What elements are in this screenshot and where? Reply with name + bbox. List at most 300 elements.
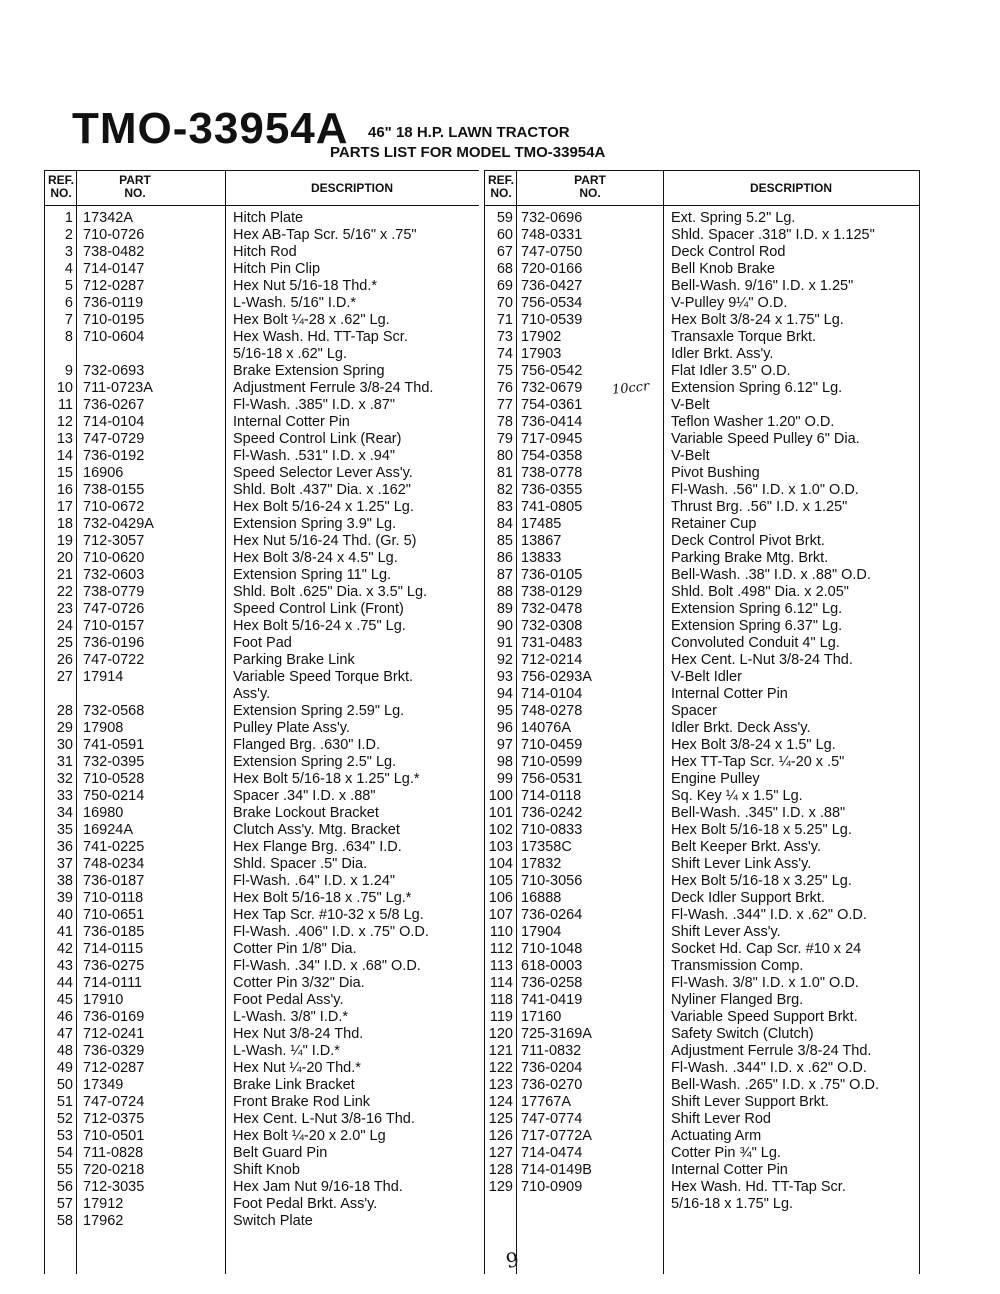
part-number: 736-0204 — [521, 1060, 583, 1076]
part-description: V-Pulley 9¼" O.D. — [671, 295, 788, 311]
ref-number: 77 — [496, 397, 513, 413]
table-row — [45, 686, 479, 703]
table-row — [485, 1179, 919, 1196]
part-number: 747-0750 — [521, 244, 583, 260]
ref-number: 41 — [56, 924, 73, 940]
table-header — [45, 171, 479, 206]
part-number: 710-0651 — [83, 907, 145, 923]
part-description: L-Wash. ¼" I.D.* — [233, 1043, 340, 1059]
part-number: 710-0599 — [521, 754, 583, 770]
table-row — [45, 1213, 479, 1230]
ref-number: 80 — [496, 448, 513, 464]
part-description: Shift Lever Support Brkt. — [671, 1094, 829, 1110]
table-row — [485, 584, 919, 601]
part-number: 17358C — [521, 839, 572, 855]
part-number: 738-0482 — [83, 244, 145, 260]
part-number: 710-0118 — [83, 890, 144, 906]
table-row — [485, 1009, 919, 1026]
table-row — [485, 669, 919, 686]
part-description: Switch Plate — [233, 1213, 313, 1229]
part-description: Shift Lever Rod — [671, 1111, 771, 1127]
ref-number: 76 — [496, 380, 513, 396]
ref-number: 83 — [496, 499, 513, 515]
page-title: PARTS LIST FOR MODEL TMO-33954A — [330, 144, 606, 161]
part-description: Hex Wash. Hd. TT-Tap Scr. — [233, 329, 408, 345]
part-number: 710-0459 — [521, 737, 583, 753]
part-description: Sq. Key ¼ x 1.5" Lg. — [671, 788, 803, 804]
ref-number: 28 — [56, 703, 73, 719]
part-description: Hex Nut 5/16-24 Thd. (Gr. 5) — [233, 533, 417, 549]
ref-number: 85 — [496, 533, 513, 549]
ref-number: 5 — [64, 278, 73, 294]
table-row — [45, 499, 479, 516]
part-description: Foot Pedal Brkt. Ass'y. — [233, 1196, 378, 1212]
part-description: Pivot Bushing — [671, 465, 760, 481]
part-number: 756-0293A — [521, 669, 592, 685]
part-number: 756-0531 — [521, 771, 583, 787]
part-description: 5/16-18 x 1.75" Lg. — [671, 1196, 794, 1212]
part-header-line1: PART — [119, 173, 151, 187]
part-description: Extension Spring 6.12" Lg. — [671, 380, 843, 396]
part-number: 736-0187 — [83, 873, 145, 889]
ref-number: 14 — [56, 448, 73, 464]
table-row — [45, 618, 479, 635]
description-header: DESCRIPTION — [749, 181, 832, 195]
table-row — [485, 261, 919, 278]
part-number: 747-0726 — [83, 601, 145, 617]
part-number: 747-0722 — [83, 652, 145, 668]
table-row — [485, 1060, 919, 1077]
part-description: Retainer Cup — [671, 516, 757, 532]
ref-number: 11 — [57, 397, 73, 413]
table-row — [485, 686, 919, 703]
ref-number: 36 — [56, 839, 73, 855]
ref-number: 60 — [496, 227, 513, 243]
ref-number: 31 — [56, 754, 73, 770]
ref-number: 12 — [56, 414, 73, 430]
part-number: 16906 — [83, 465, 124, 481]
part-number: 712-0214 — [521, 652, 583, 668]
table-row — [485, 720, 919, 737]
part-description: Ext. Spring 5.2" Lg. — [671, 210, 796, 226]
part-description: Adjustment Ferrule 3/8-24 Thd. — [233, 380, 434, 396]
table-row — [45, 1077, 479, 1094]
part-number: 731-0483 — [521, 635, 583, 651]
table-row — [45, 550, 479, 567]
table-row — [485, 244, 919, 261]
ref-number: 122 — [488, 1060, 513, 1076]
table-row — [485, 1077, 919, 1094]
part-description: Fl-Wash. .344" I.D. x .62" O.D. — [671, 1060, 867, 1076]
ref-number: 75 — [496, 363, 513, 379]
ref-number: 91 — [496, 635, 513, 651]
part-description: Brake Lockout Bracket — [233, 805, 379, 821]
ref-number: 37 — [56, 856, 73, 872]
ref-number: 73 — [496, 329, 513, 345]
part-number: 17342A — [83, 210, 133, 226]
ref-number: 98 — [496, 754, 513, 770]
ref-number: 110 — [489, 924, 513, 940]
table-row — [45, 448, 479, 465]
table-row — [45, 295, 479, 312]
part-description: Brake Extension Spring — [233, 363, 385, 379]
part-description: Engine Pulley — [671, 771, 760, 787]
part-number: 756-0534 — [521, 295, 583, 311]
ref-number: 102 — [488, 822, 513, 838]
ref-number: 96 — [496, 720, 513, 736]
part-number: 717-0772A — [521, 1128, 592, 1144]
table-row — [485, 992, 919, 1009]
part-description: Foot Pad — [233, 635, 292, 651]
table-row — [485, 975, 919, 992]
table-row — [485, 431, 919, 448]
table-row — [45, 771, 479, 788]
ref-number: 59 — [496, 210, 513, 226]
table-row — [485, 380, 919, 397]
table-row — [45, 397, 479, 414]
part-description: Hex Bolt 5/16-18 x .75" Lg.* — [233, 890, 412, 906]
part-number: 747-0774 — [521, 1111, 583, 1127]
part-number: 756-0542 — [521, 363, 583, 379]
page-number: 9 — [504, 1247, 521, 1273]
page-subtitle: 46" 18 H.P. LAWN TRACTOR — [368, 124, 570, 141]
ref-number: 34 — [56, 805, 73, 821]
table-row — [45, 1179, 479, 1196]
table-row — [45, 822, 479, 839]
part-number: 736-0329 — [83, 1043, 145, 1059]
part-number: 712-3057 — [83, 533, 145, 549]
table-row — [45, 346, 479, 363]
table-row — [45, 601, 479, 618]
part-description: Ass'y. — [233, 686, 271, 702]
table-row — [45, 244, 479, 261]
ref-number: 6 — [64, 295, 73, 311]
part-number: 736-0270 — [521, 1077, 583, 1093]
ref-number: 70 — [496, 295, 513, 311]
table-row — [485, 516, 919, 533]
ref-number: 54 — [56, 1145, 73, 1161]
part-number: 732-0568 — [83, 703, 145, 719]
table-row — [45, 924, 479, 941]
part-number: 717-0945 — [521, 431, 583, 447]
part-number: 714-0149B — [521, 1162, 592, 1178]
part-description: Hex Cent. L-Nut 3/8-24 Thd. — [671, 652, 853, 668]
part-description: Hitch Pin Clip — [233, 261, 321, 277]
table-row — [45, 890, 479, 907]
table-row — [45, 839, 479, 856]
ref-number: 20 — [56, 550, 73, 566]
part-description: Hex Bolt 5/16-18 x 1.25" Lg.* — [233, 771, 420, 787]
part-number: 741-0225 — [83, 839, 145, 855]
table-row — [45, 1128, 479, 1145]
part-description: Hex Bolt ¼-28 x .62" Lg. — [233, 312, 390, 328]
part-no-header — [79, 174, 191, 200]
part-number: 711-0828 — [83, 1145, 144, 1161]
part-number: 710-0620 — [83, 550, 145, 566]
part-number: 17349 — [83, 1077, 124, 1093]
part-description: Extension Spring 3.9" Lg. — [233, 516, 397, 532]
table-row — [45, 856, 479, 873]
part-description: Shld. Spacer .5" Dia. — [233, 856, 368, 872]
table-row — [485, 754, 919, 771]
part-number: 736-0275 — [83, 958, 145, 974]
part-number: 736-0192 — [83, 448, 145, 464]
part-description: Parking Brake Link — [233, 652, 355, 668]
table-row — [485, 482, 919, 499]
part-number: 17832 — [521, 856, 562, 872]
part-description: Safety Switch (Clutch) — [671, 1026, 814, 1042]
ref-number: 38 — [56, 873, 73, 889]
ref-number: 9 — [64, 363, 73, 379]
ref-number: 19 — [56, 533, 73, 549]
ref-number: 106 — [488, 890, 513, 906]
part-description: Hex Bolt 5/16-18 x 3.25" Lg. — [671, 873, 852, 889]
part-description: Fl-Wash. .385" I.D. x .87" — [233, 397, 396, 413]
parts-table-right — [484, 170, 920, 1274]
table-row — [485, 1026, 919, 1043]
part-number: 711-0723A — [83, 380, 153, 396]
part-description: Hex Nut 5/16-18 Thd.* — [233, 278, 378, 294]
ref-header-line2: NO. — [50, 186, 72, 200]
part-description: V-Belt Idler — [671, 669, 742, 685]
part-number: 732-0679 — [521, 380, 583, 396]
part-description: Fl-Wash. .34" I.D. x .68" O.D. — [233, 958, 421, 974]
part-number: 747-0729 — [83, 431, 145, 447]
ref-number: 69 — [496, 278, 513, 294]
ref-number: 104 — [488, 856, 513, 872]
part-description: Variable Speed Torque Brkt. — [233, 669, 414, 685]
part-description: V-Belt — [671, 448, 710, 464]
ref-number: 71 — [496, 312, 513, 328]
part-description: Spacer .34" I.D. x .88" — [233, 788, 376, 804]
table-row — [45, 788, 479, 805]
ref-number: 87 — [496, 567, 513, 583]
ref-number: 92 — [496, 652, 513, 668]
part-description: Shift Lever Ass'y. — [671, 924, 781, 940]
part-description: Hex Wash. Hd. TT-Tap Scr. — [671, 1179, 846, 1195]
part-number: 714-0118 — [521, 788, 582, 804]
ref-number: 52 — [56, 1111, 73, 1127]
ref-number: 119 — [489, 1009, 513, 1025]
table-row — [45, 261, 479, 278]
part-number: 16980 — [83, 805, 124, 821]
table-row — [485, 737, 919, 754]
table-row — [45, 1111, 479, 1128]
table-row — [45, 414, 479, 431]
table-row — [485, 397, 919, 414]
part-number: 17908 — [83, 720, 124, 736]
part-description: Cotter Pin 3/32" Dia. — [233, 975, 365, 991]
part-description: Flat Idler 3.5" O.D. — [671, 363, 791, 379]
table-row — [485, 873, 919, 890]
ref-number: 2 — [64, 227, 73, 243]
ref-number: 25 — [56, 635, 73, 651]
part-description: Actuating Arm — [671, 1128, 762, 1144]
part-description: Belt Guard Pin — [233, 1145, 328, 1161]
ref-number: 127 — [488, 1145, 513, 1161]
ref-number: 113 — [489, 958, 513, 974]
ref-number: 89 — [496, 601, 513, 617]
part-description: Fl-Wash. .406" I.D. x .75" O.D. — [233, 924, 429, 940]
ref-number: 29 — [56, 720, 73, 736]
ref-number: 79 — [496, 431, 513, 447]
table-row — [45, 1060, 479, 1077]
ref-header-line1: REF. — [487, 173, 514, 187]
part-description: Brake Link Bracket — [233, 1077, 355, 1093]
table-row — [45, 941, 479, 958]
part-number: 732-0696 — [521, 210, 583, 226]
table-row — [485, 550, 919, 567]
ref-number: 107 — [488, 907, 513, 923]
part-description: Internal Cotter Pin — [233, 414, 350, 430]
part-number: 17767A — [521, 1094, 571, 1110]
part-description: Fl-Wash. .344" I.D. x .62" O.D. — [671, 907, 867, 923]
parts-rows-right — [485, 206, 919, 1274]
part-description: Teflon Washer 1.20" O.D. — [671, 414, 835, 430]
part-description: Hex Cent. L-Nut 3/8-16 Thd. — [233, 1111, 415, 1127]
part-number: 710-0157 — [83, 618, 145, 634]
part-number: 736-0414 — [521, 414, 583, 430]
table-row — [45, 652, 479, 669]
table-row — [485, 227, 919, 244]
part-number: 710-0195 — [83, 312, 145, 328]
part-description: Hex Flange Brg. .634" I.D. — [233, 839, 402, 855]
part-header-line2: NO. — [579, 186, 601, 200]
ref-header-line2: NO. — [490, 186, 512, 200]
ref-number: 15 — [56, 465, 73, 481]
ref-number: 18 — [56, 516, 73, 532]
part-number: 738-0779 — [83, 584, 145, 600]
part-description: Thrust Brg. .56" I.D. x 1.25" — [671, 499, 848, 515]
table-row — [485, 1162, 919, 1179]
table-row — [485, 703, 919, 720]
part-description: Flanged Brg. .630" I.D. — [233, 737, 381, 753]
part-description: Convoluted Conduit 4" Lg. — [671, 635, 840, 651]
part-number: 16924A — [83, 822, 133, 838]
part-description: Hex Jam Nut 9/16-18 Thd. — [233, 1179, 403, 1195]
table-row — [485, 329, 919, 346]
part-description: Extension Spring 6.12" Lg. — [671, 601, 843, 617]
table-row — [45, 975, 479, 992]
ref-number: 105 — [488, 873, 513, 889]
part-description: Deck Control Rod — [671, 244, 786, 260]
ref-number: 17 — [56, 499, 73, 515]
part-number: 732-0429A — [83, 516, 154, 532]
part-number: 714-0104 — [521, 686, 583, 702]
table-row — [485, 941, 919, 958]
part-number: 17902 — [521, 329, 562, 345]
part-number: 747-0724 — [83, 1094, 145, 1110]
part-description: Transaxle Torque Brkt. — [671, 329, 817, 345]
table-row — [45, 533, 479, 550]
part-number: 736-0105 — [521, 567, 583, 583]
table-row — [485, 822, 919, 839]
part-description: Parking Brake Mtg. Brkt. — [671, 550, 829, 566]
part-description: Extension Spring 2.5" Lg. — [233, 754, 397, 770]
ref-number: 4 — [64, 261, 73, 277]
part-number: 738-0129 — [521, 584, 583, 600]
part-description: Bell Knob Brake — [671, 261, 775, 277]
parts-rows-left — [45, 206, 479, 1274]
part-number: 17485 — [521, 516, 562, 532]
part-description: Variable Speed Support Brkt. — [671, 1009, 858, 1025]
part-description: L-Wash. 5/16" I.D.* — [233, 295, 357, 311]
part-number: 17903 — [521, 346, 562, 362]
table-row — [485, 312, 919, 329]
ref-number: 94 — [496, 686, 513, 702]
table-row — [45, 516, 479, 533]
part-description: Extension Spring 6.37" Lg. — [671, 618, 843, 634]
part-description: Fl-Wash. .64" I.D. x 1.24" — [233, 873, 396, 889]
table-row — [485, 363, 919, 380]
part-number: 13867 — [521, 533, 562, 549]
part-description: Belt Keeper Brkt. Ass'y. — [671, 839, 821, 855]
part-description: Hex Bolt 3/8-24 x 4.5" Lg. — [233, 550, 398, 566]
part-number: 16888 — [521, 890, 562, 906]
description-header: DESCRIPTION — [310, 181, 393, 195]
table-row — [485, 533, 919, 550]
part-description: Deck Idler Support Brkt. — [671, 890, 825, 906]
part-description: Shld. Bolt .437" Dia. x .162" — [233, 482, 411, 498]
table-row — [485, 1196, 919, 1213]
ref-number: 112 — [489, 941, 513, 957]
part-number: 714-0474 — [521, 1145, 583, 1161]
table-row — [485, 278, 919, 295]
part-description: Hex TT-Tap Scr. ¼-20 x .5" — [671, 754, 845, 770]
part-number: 750-0214 — [83, 788, 145, 804]
part-number: 732-0478 — [521, 601, 583, 617]
part-number: 732-0395 — [83, 754, 145, 770]
ref-number: 95 — [496, 703, 513, 719]
part-header-line1: PART — [574, 173, 606, 187]
ref-number: 124 — [488, 1094, 513, 1110]
ref-number: 10 — [56, 380, 73, 396]
table-row — [45, 805, 479, 822]
table-row — [485, 295, 919, 312]
part-description: Bell-Wash. .345" I.D. x .88" — [671, 805, 846, 821]
part-description: Hex Bolt 5/16-24 x 1.25" Lg. — [233, 499, 414, 515]
parts-table-left — [44, 170, 479, 1274]
ref-number: 56 — [56, 1179, 73, 1195]
ref-number: 40 — [56, 907, 73, 923]
part-description: Cotter Pin ¾" Lg. — [671, 1145, 781, 1161]
ref-number: 93 — [496, 669, 513, 685]
ref-number: 24 — [56, 618, 73, 634]
table-row — [45, 754, 479, 771]
part-number: 736-0169 — [83, 1009, 145, 1025]
table-row — [45, 363, 479, 380]
part-number: 741-0591 — [83, 737, 145, 753]
ref-number: 13 — [56, 431, 73, 447]
table-row — [485, 856, 919, 873]
table-row — [485, 210, 919, 227]
ref-number: 74 — [496, 346, 513, 362]
table-row — [485, 652, 919, 669]
part-description: Socket Hd. Cap Scr. #10 x 24 — [671, 941, 862, 957]
part-number: 17914 — [83, 669, 124, 685]
table-row — [45, 482, 479, 499]
table-row — [45, 1145, 479, 1162]
table-row — [45, 1043, 479, 1060]
ref-number: 53 — [56, 1128, 73, 1144]
handwritten-note: 10ccr — [611, 379, 651, 398]
ref-number: 47 — [56, 1026, 73, 1042]
part-number: 17912 — [83, 1196, 124, 1212]
part-description: Fl-Wash. .56" I.D. x 1.0" O.D. — [671, 482, 859, 498]
part-description: Deck Control Pivot Brkt. — [671, 533, 825, 549]
part-number: 712-0287 — [83, 1060, 145, 1076]
part-description: Hex Tap Scr. #10-32 x 5/8 Lg. — [233, 907, 424, 923]
